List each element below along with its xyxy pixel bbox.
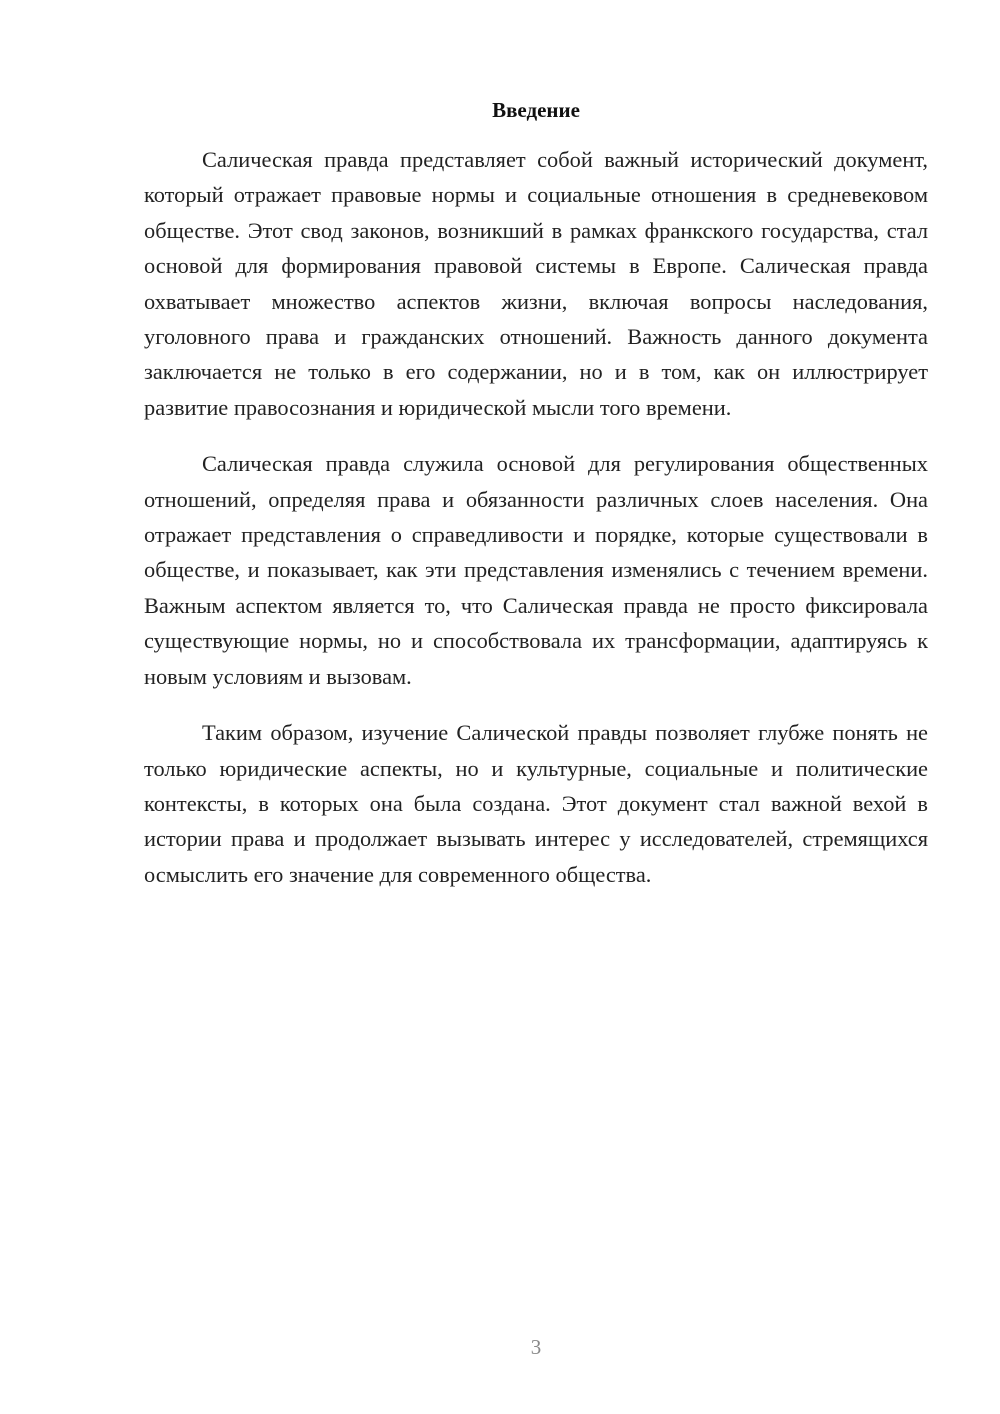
paragraph-3: Таким образом, изучение Салической правды позволяет глубже понять не только юридические аспекты, но и культурные, социальные и политические контексты, в которых она была создана. Этот документ стал важной вехой в истории права и продолжает вызывать интерес у исследователей, стремящихся осмыслить его значение для современного общества. — [144, 720, 928, 887]
page-number: 3 — [530, 1335, 542, 1359]
section-heading: Введение — [492, 98, 580, 122]
paragraph-2: Салическая правда служила основой для регулирования общественных отношений, определяя права и обязанности различных слоев населения. Она отражает представления о справедливости и порядке, которые существовали в обществе, и показывает, как эти представления изменялись с течением времени. Важным аспектом является то, что Салическая правда не просто фиксировала существующие нормы, но и способствовала их трансформации, адаптируясь к новым условиям и вызовам. — [144, 451, 928, 689]
document-body — [144, 142, 928, 913]
paragraph-1: Салическая правда представляет собой важный исторический документ, который отражает правовые нормы и социальные отношения в средневековом обществе. Этот свод законов, возникший в рамках франкского государства, стал основой для формирования правовой системы в Европе. Салическая правда охватывает множество аспектов жизни, включая вопросы наследования, уголовного права и гражданских отношений. Важность данного документа заключается не только в его содержании, но и в том, как он иллюстрирует развитие правосознания и юридической мысли того времени. — [144, 147, 928, 420]
